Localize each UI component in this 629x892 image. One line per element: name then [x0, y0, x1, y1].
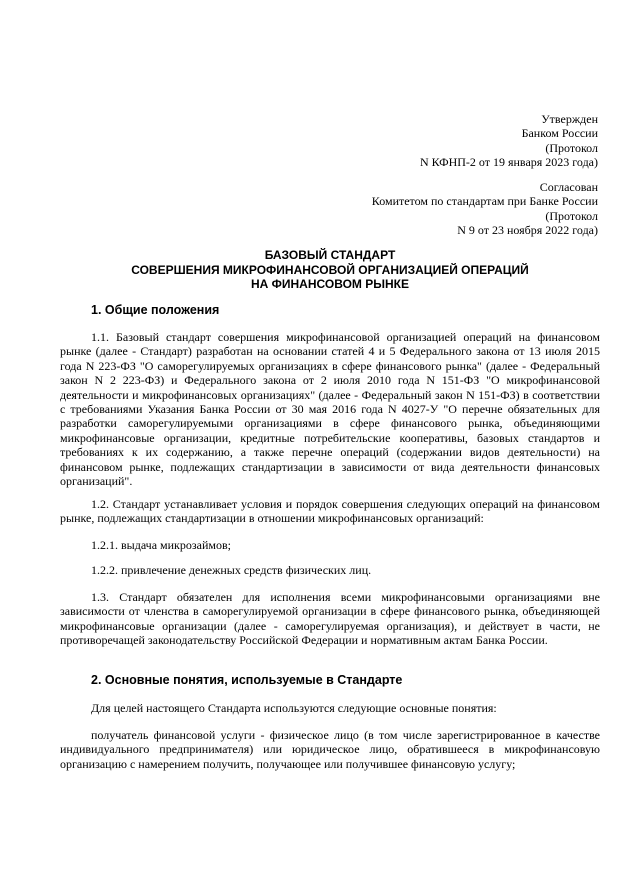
title-line: НА ФИНАНСОВОМ РЫНКЕ: [250, 277, 409, 292]
approval-line: (Протокол: [545, 140, 598, 155]
title-line: БАЗОВЫЙ СТАНДАРТ: [264, 248, 396, 262]
document-title: [60, 248, 600, 292]
approval-line: Утвержден: [541, 112, 598, 126]
definitions-intro: Для целей настоящего Стандарта используются следующие основные понятия:: [91, 701, 497, 715]
section-heading-definitions: 2. Основные понятия, используемые в Стандарте: [91, 673, 403, 687]
agreement-line: Согласован: [539, 180, 598, 194]
approval-block: [420, 112, 598, 170]
agreement-line: (Протокол: [545, 208, 598, 223]
section-heading-general: 1. Общие положения: [91, 303, 220, 317]
title-line: СОВЕРШЕНИЯ МИКРОФИНАНСОВОЙ ОРГАНИЗАЦИЕЙ ОПЕРАЦИЙ: [131, 262, 529, 277]
definition-paragraph: получатель финансовой услуги - физическое лицо (в том числе зарегистрированное в качестве индивидуального предпринимателя) или юридическое лицо, обратившееся в микрофинансовую организацию с намерением получить, получающее или получившее финансовую услугу;: [60, 728, 600, 771]
paragraph-1-2: 1.2. Стандарт устанавливает условия и порядок совершения следующих операций на финансовом рынке, подлежащих стандартизации в отношении микрофинансовых организаций:: [60, 497, 600, 526]
agreement-line: N 9 от 23 ноября 2022 года): [457, 223, 598, 238]
paragraph-1-2-2: 1.2.2. привлечение денежных средств физических лиц.: [91, 563, 372, 577]
agreement-block: [372, 180, 598, 238]
paragraph-1-2-1: 1.2.1. выдача микрозаймов;: [91, 538, 231, 552]
approval-line: N КФНП-2 от 19 января 2023 года): [419, 155, 598, 170]
paragraph-1-3: 1.3. Стандарт обязателен для исполнения всеми микрофинансовыми организациями вне зависимости от членства в саморегулируемой организации в сфере финансового рынка, объединяющей микрофинансовые организации (далее - саморегулируемая организация), и действует в части, не противоречащей законодательству Российской Федерации и нормативным актам Банка России.: [60, 590, 600, 648]
agreement-line: Комитетом по стандартам при Банке России: [371, 194, 598, 209]
paragraph-1-1: 1.1. Базовый стандарт совершения микрофинансовой организацией операций на финансовом рынке (далее - Стандарт) разработан на основании статей 4 и 5 Федерального закона от 13 июля 2015 года N 223-ФЗ "О саморегулируемых организациях в сфере финансового рынка" (далее - Федеральный закон N 2 223-ФЗ) и Федерального закона от 2 июля 2010 года N 151-ФЗ "О микрофинансовой деятельности и микрофинансовых организациях" (далее - Федеральный закон N 151-ФЗ) в соответствии с требованиями Указания Банка России от 30 мая 2016 года N 4027-У "О перечне обязательных для разработки саморегулируемыми организациями в сфере финансового рынка, объединяющими микрофинансовые организации, кредитные потребительские кооперативы, базовых стандартов и требованиях к их содержанию, а также перечне операций (содержании видов деятельности) на финансовом рынке, подлежащих стандартизации в зависимости от вида деятельности финансовых организаций".: [60, 330, 600, 489]
approval-line: Банком России: [521, 126, 598, 141]
